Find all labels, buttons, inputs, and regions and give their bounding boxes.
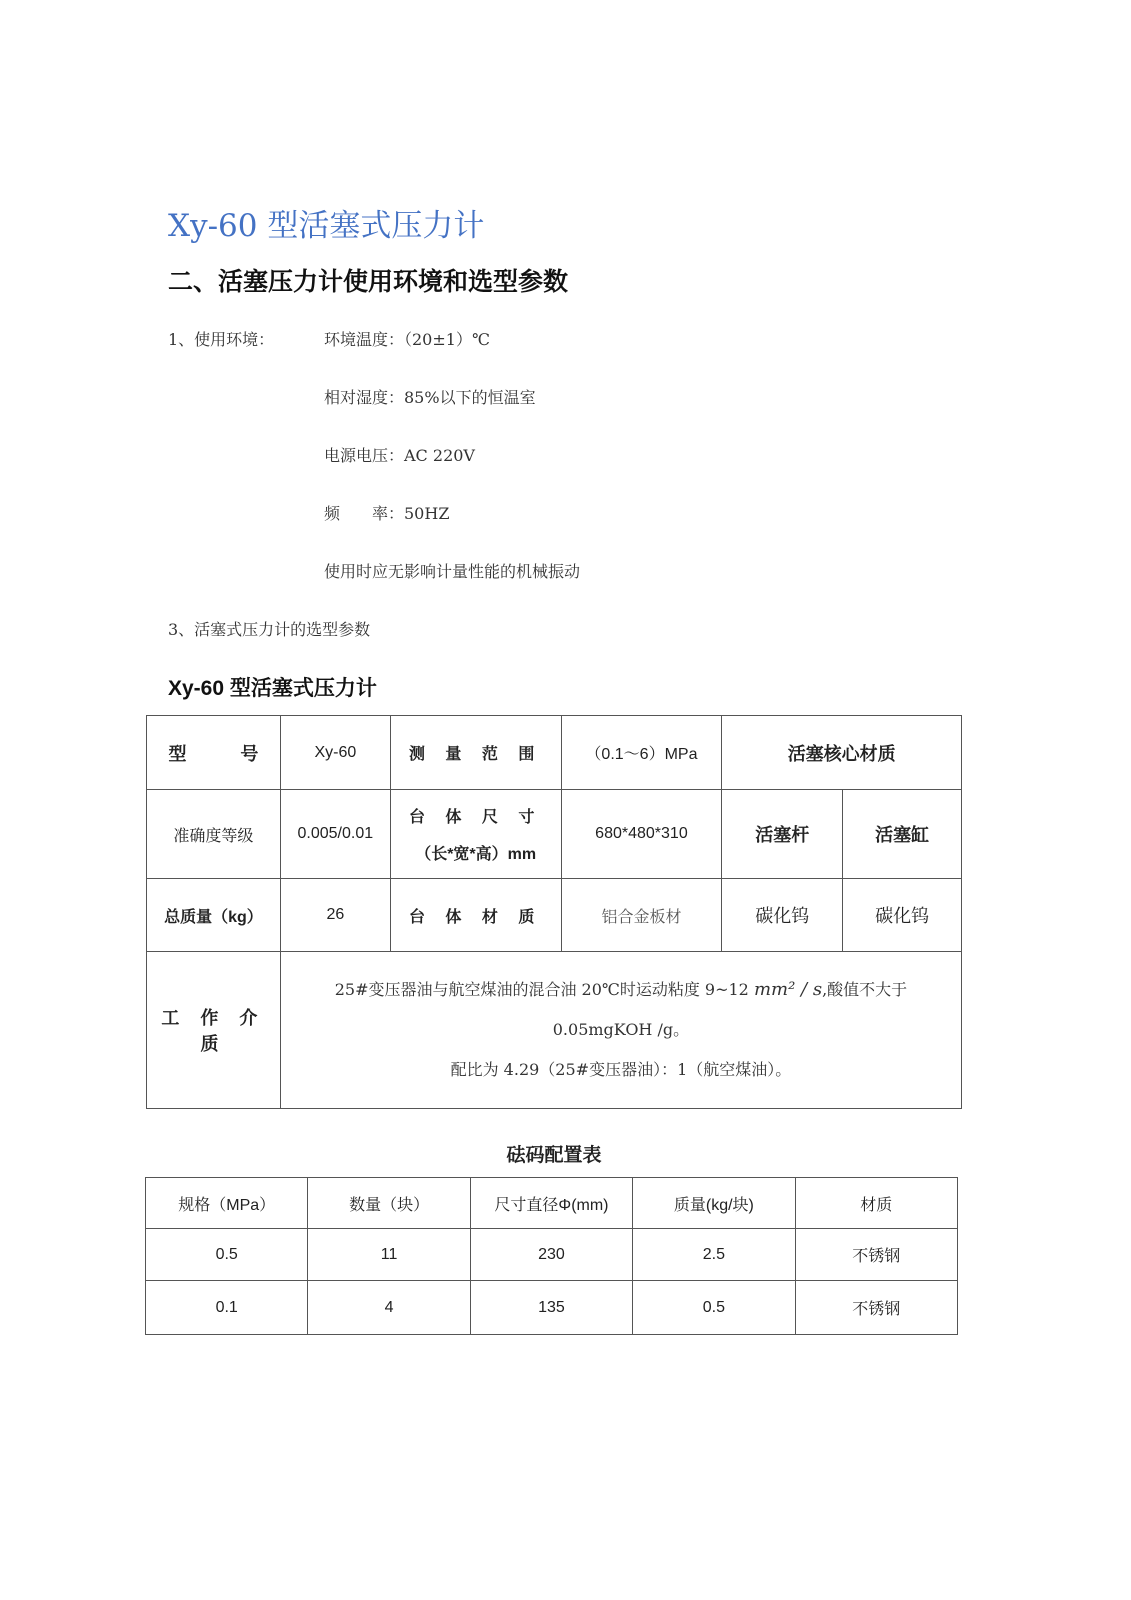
cell: 0.005/0.01 bbox=[280, 790, 390, 879]
table2-title: 砝码配置表 bbox=[506, 1145, 602, 1166]
cell: 0.5 bbox=[146, 1229, 308, 1281]
cell: 不锈钢 bbox=[795, 1281, 957, 1335]
env-item: 电源电压：AC 220V bbox=[324, 446, 475, 465]
cell: 工 作 介 质 bbox=[147, 952, 281, 1109]
cell: 2.5 bbox=[633, 1229, 795, 1281]
cell: 总质量（kg） bbox=[147, 879, 281, 952]
medium-line1-end: ,酸值不大于 bbox=[822, 980, 908, 999]
table-header-row bbox=[146, 1178, 958, 1229]
cell: 0.1 bbox=[146, 1281, 308, 1335]
cell: 0.5 bbox=[633, 1281, 795, 1335]
env-item: 使用时应无影响计量性能的机械振动 bbox=[324, 562, 581, 581]
cell: 26 bbox=[280, 879, 390, 952]
cell: 型 号 bbox=[147, 716, 281, 790]
cell: 活塞杆 bbox=[722, 790, 843, 879]
selection-label: 3、活塞式压力计的选型参数 bbox=[168, 620, 371, 639]
cell: 680*480*310 bbox=[561, 790, 722, 879]
cell: 活塞核心材质 bbox=[722, 716, 962, 790]
section-heading: 二、活塞压力计使用环境和选型参数 bbox=[168, 267, 569, 296]
env-item: 频 率：50HZ bbox=[324, 504, 450, 523]
medium-line3: 配比为 4.29（25#变压器油）：1（航空煤油）。 bbox=[450, 1060, 792, 1079]
env-item: 环境温度：（20±1）℃ bbox=[324, 330, 490, 349]
medium-line2: 0.05mgKOH /g。 bbox=[552, 1020, 690, 1039]
header-cell: 数量（块） bbox=[308, 1178, 470, 1229]
size-label-2: （长*宽*高）mm bbox=[415, 846, 537, 863]
header-cell: 材质 bbox=[795, 1178, 957, 1229]
table-row bbox=[146, 1229, 958, 1281]
table-row bbox=[147, 879, 962, 952]
spec-table bbox=[146, 715, 962, 1109]
header-cell: 尺寸直径Φ(mm) bbox=[470, 1178, 632, 1229]
cell: 碳化钨 bbox=[843, 879, 962, 952]
cell: 铝合金板材 bbox=[561, 879, 722, 952]
cell: 230 bbox=[470, 1229, 632, 1281]
cell: 4 bbox=[308, 1281, 470, 1335]
header-cell: 规格（MPa） bbox=[146, 1178, 308, 1229]
cell: 碳化钨 bbox=[722, 879, 843, 952]
medium-line1: 25#变压器油与航空煤油的混合油 20℃时运动粘度 9~12 bbox=[334, 980, 749, 999]
weights-table bbox=[145, 1177, 958, 1335]
environment-label: 1、使用环境： bbox=[168, 330, 275, 349]
cell: 准确度等级 bbox=[147, 790, 281, 879]
cell: 不锈钢 bbox=[795, 1229, 957, 1281]
table-row bbox=[146, 1281, 958, 1335]
document-title: Xy-60 型活塞式压力计 bbox=[168, 208, 485, 244]
table-row bbox=[147, 790, 962, 879]
table-row bbox=[147, 716, 962, 790]
table1-title: Xy-60 型活塞式压力计 bbox=[168, 677, 377, 700]
medium-unit: mm² / s bbox=[753, 979, 823, 1000]
env-item: 相对湿度：85%以下的恒温室 bbox=[324, 388, 536, 407]
cell bbox=[390, 790, 561, 879]
medium-cell bbox=[280, 952, 961, 1109]
cell: 测 量 范 围 bbox=[390, 716, 561, 790]
cell: 11 bbox=[308, 1229, 470, 1281]
cell: 活塞缸 bbox=[843, 790, 962, 879]
cell: （0.1～6）MPa bbox=[561, 716, 722, 790]
table-row bbox=[147, 952, 962, 1109]
size-label-1: 台 体 尺 寸 bbox=[408, 809, 543, 826]
cell: Xy-60 bbox=[280, 716, 390, 790]
cell: 台 体 材 质 bbox=[390, 879, 561, 952]
cell: 135 bbox=[470, 1281, 632, 1335]
header-cell: 质量(kg/块) bbox=[633, 1178, 795, 1229]
